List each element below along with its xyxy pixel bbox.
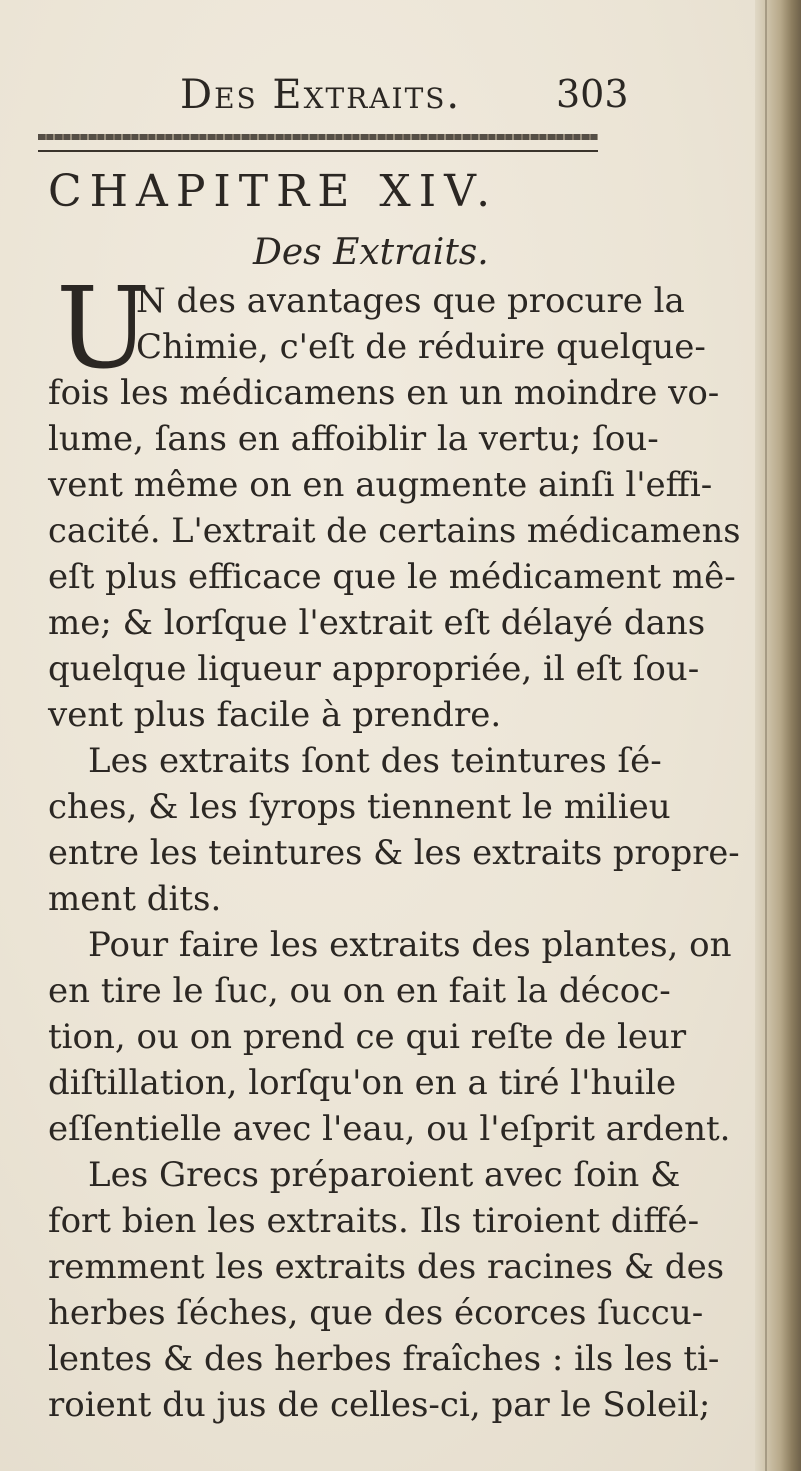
text-line: quelque liqueur appropriée, il eſt ſou- xyxy=(48,649,700,689)
text-line: Les Grecs préparoient avec ſoin & xyxy=(88,1155,681,1195)
text-line: eſt plus efficace que le médicament mê- xyxy=(48,557,736,597)
page-edge-shadow xyxy=(755,0,801,1471)
text-line: vent plus facile à prendre. xyxy=(48,695,502,735)
text-line: fois les médicamens en un moindre vo- xyxy=(48,373,720,413)
text-line: me; & lorſque l'extrait eſt délayé dans xyxy=(48,603,706,643)
text-line: diſtillation, lorſqu'on en a tiré l'huile xyxy=(48,1063,677,1103)
drop-cap: U xyxy=(56,264,151,394)
text-line: lume, ſans en affoiblir la vertu; ſou- xyxy=(48,419,659,459)
chapter-subtitle: Des Extraits. xyxy=(253,232,489,273)
ornamental-rule xyxy=(38,134,598,140)
text-line: entre les teintures & les extraits propre- xyxy=(48,833,740,873)
text-line: Les extraits ſont des teintures ſé- xyxy=(88,741,662,781)
text-line: vent même on en augmente ainſi l'effi- xyxy=(48,465,713,505)
chapter-title: CHAPITRE XIV. xyxy=(48,166,499,217)
text-line: ches, & les ſyrops tiennent le milieu xyxy=(48,787,671,827)
text-line: remment les extraits des racines & des xyxy=(48,1247,725,1287)
text-line: ment dits. xyxy=(48,879,222,919)
text-line: Pour faire les extraits des plantes, on xyxy=(88,925,732,965)
text-line: lentes & des herbes fraîches : ils les ti- xyxy=(48,1339,720,1379)
text-line: herbes ſéches, que des écorces ſuccu- xyxy=(48,1293,704,1333)
divider-rule xyxy=(38,150,598,152)
page-number: 303 xyxy=(556,72,629,116)
text-line: fort bien les extraits. Ils tiroient diffé- xyxy=(48,1201,700,1241)
text-line: tion, ou on prend ce qui reſte de leur xyxy=(48,1017,687,1057)
text-line: en tire le ſuc, ou on en fait la décoc- xyxy=(48,971,671,1011)
running-title xyxy=(180,72,461,118)
text-line: Chimie, c'eſt de réduire quelque- xyxy=(136,327,706,367)
text-line: cacité. L'extrait de certains médicamens xyxy=(48,511,741,551)
text-line: N des avantages que procure la xyxy=(136,281,685,321)
text-line: roient du jus de celles-ci, par le Soleil; xyxy=(48,1385,711,1425)
running-title-text: Des Extraits. xyxy=(180,72,462,118)
text-line: eſſentielle avec l'eau, ou l'eſprit ardent. xyxy=(48,1109,731,1149)
